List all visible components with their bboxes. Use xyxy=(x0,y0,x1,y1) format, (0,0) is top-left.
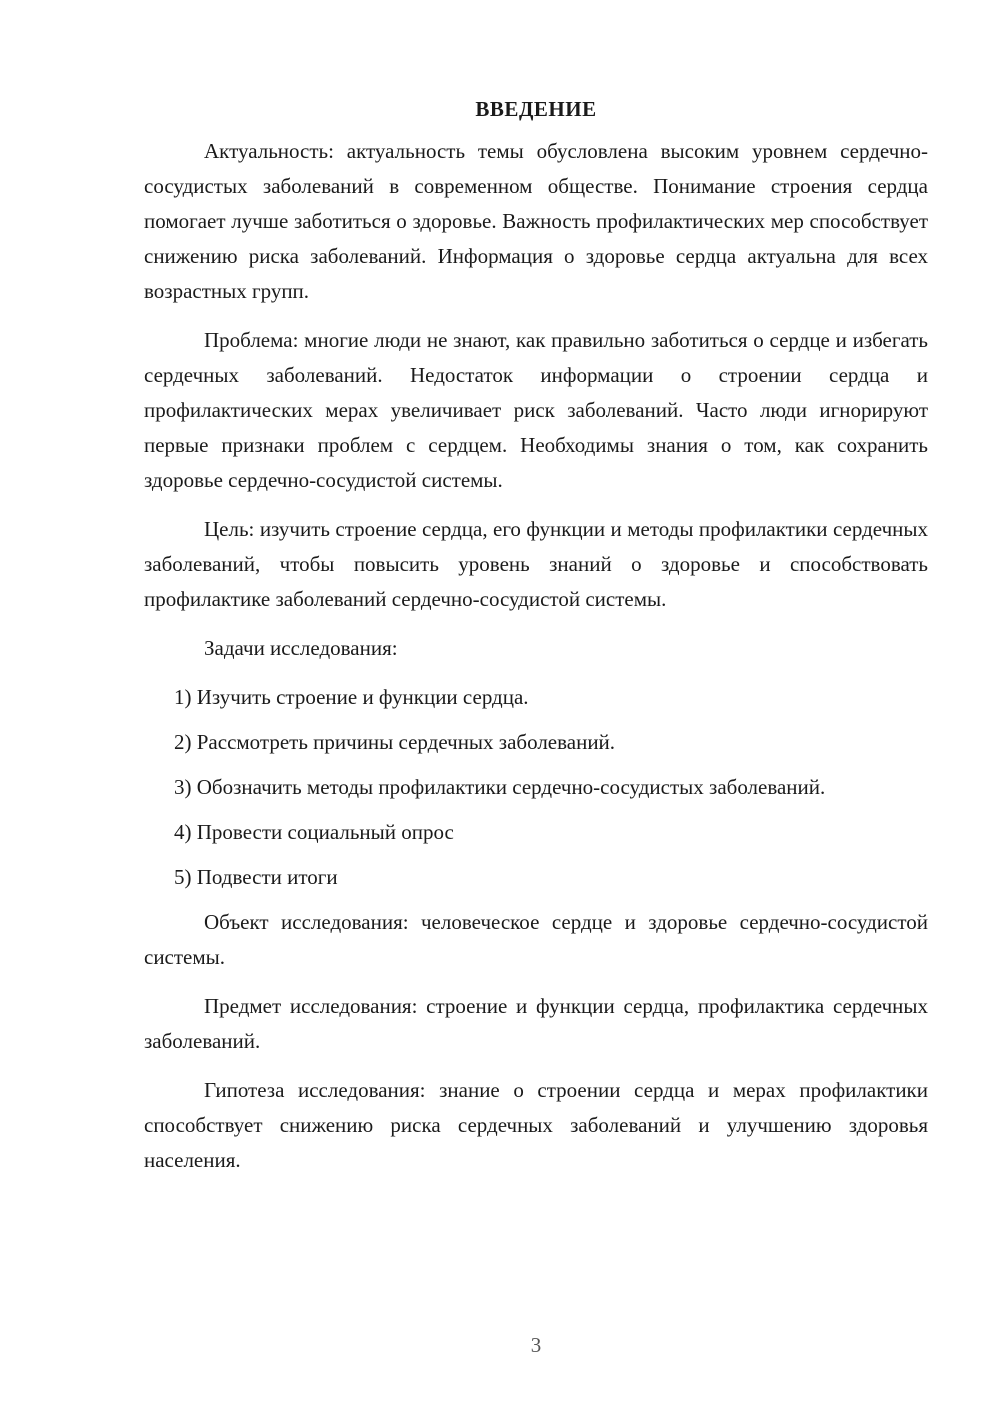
task-item-1: 1) Изучить строение и функции сердца. xyxy=(174,685,529,709)
paragraph-hypothesis: Гипотеза исследования: знание о строении сердца и мерах профилактики способствует снижению риска сердечных заболеваний и улучшению здоровья населения. xyxy=(144,1078,928,1172)
page-title: ВВЕДЕНИЕ xyxy=(475,97,597,121)
task-item-4: 4) Провести социальный опрос xyxy=(174,820,454,844)
paragraph-object: Объект исследования: человеческое сердце и здоровье сердечно-сосудистой системы. xyxy=(144,910,928,969)
task-item-5: 5) Подвести итоги xyxy=(174,865,338,889)
task-item-3: 3) Обозначить методы профилактики сердечно-сосудистых заболеваний. xyxy=(174,775,826,799)
task-item-2: 2) Рассмотреть причины сердечных заболеваний. xyxy=(174,730,616,754)
document-page xyxy=(144,92,928,1192)
tasks-heading: Задачи исследования: xyxy=(204,636,398,660)
paragraph-relevance: Актуальность: актуальность темы обусловлена высоким уровнем сердечно-сосудистых заболеваний в современном обществе. Понимание строения сердца помогает лучше заботиться о здоровье. Важность профилактических мер способствует снижению риска заболеваний. Информация о здоровье сердца актуальна для всех возрастных групп. xyxy=(144,139,928,303)
page-number: 3 xyxy=(530,1333,542,1357)
paragraph-goal: Цель: изучить строение сердца, его функции и методы профилактики сердечных заболеваний, чтобы повысить уровень знаний о здоровье и способствовать профилактике заболеваний сердечно-сосудистой системы. xyxy=(144,517,928,611)
paragraph-problem: Проблема: многие люди не знают, как правильно заботиться о сердце и избегать сердечных заболеваний. Недостаток информации о строении сердца и профилактических мерах увеличивает риск заболеваний. Часто люди игнорируют первые признаки проблем с сердцем. Необходимы знания о том, как сохранить здоровье сердечно-сосудистой системы. xyxy=(144,328,928,492)
paragraph-subject: Предмет исследования: строение и функции сердца, профилактика сердечных заболеваний. xyxy=(144,994,928,1053)
